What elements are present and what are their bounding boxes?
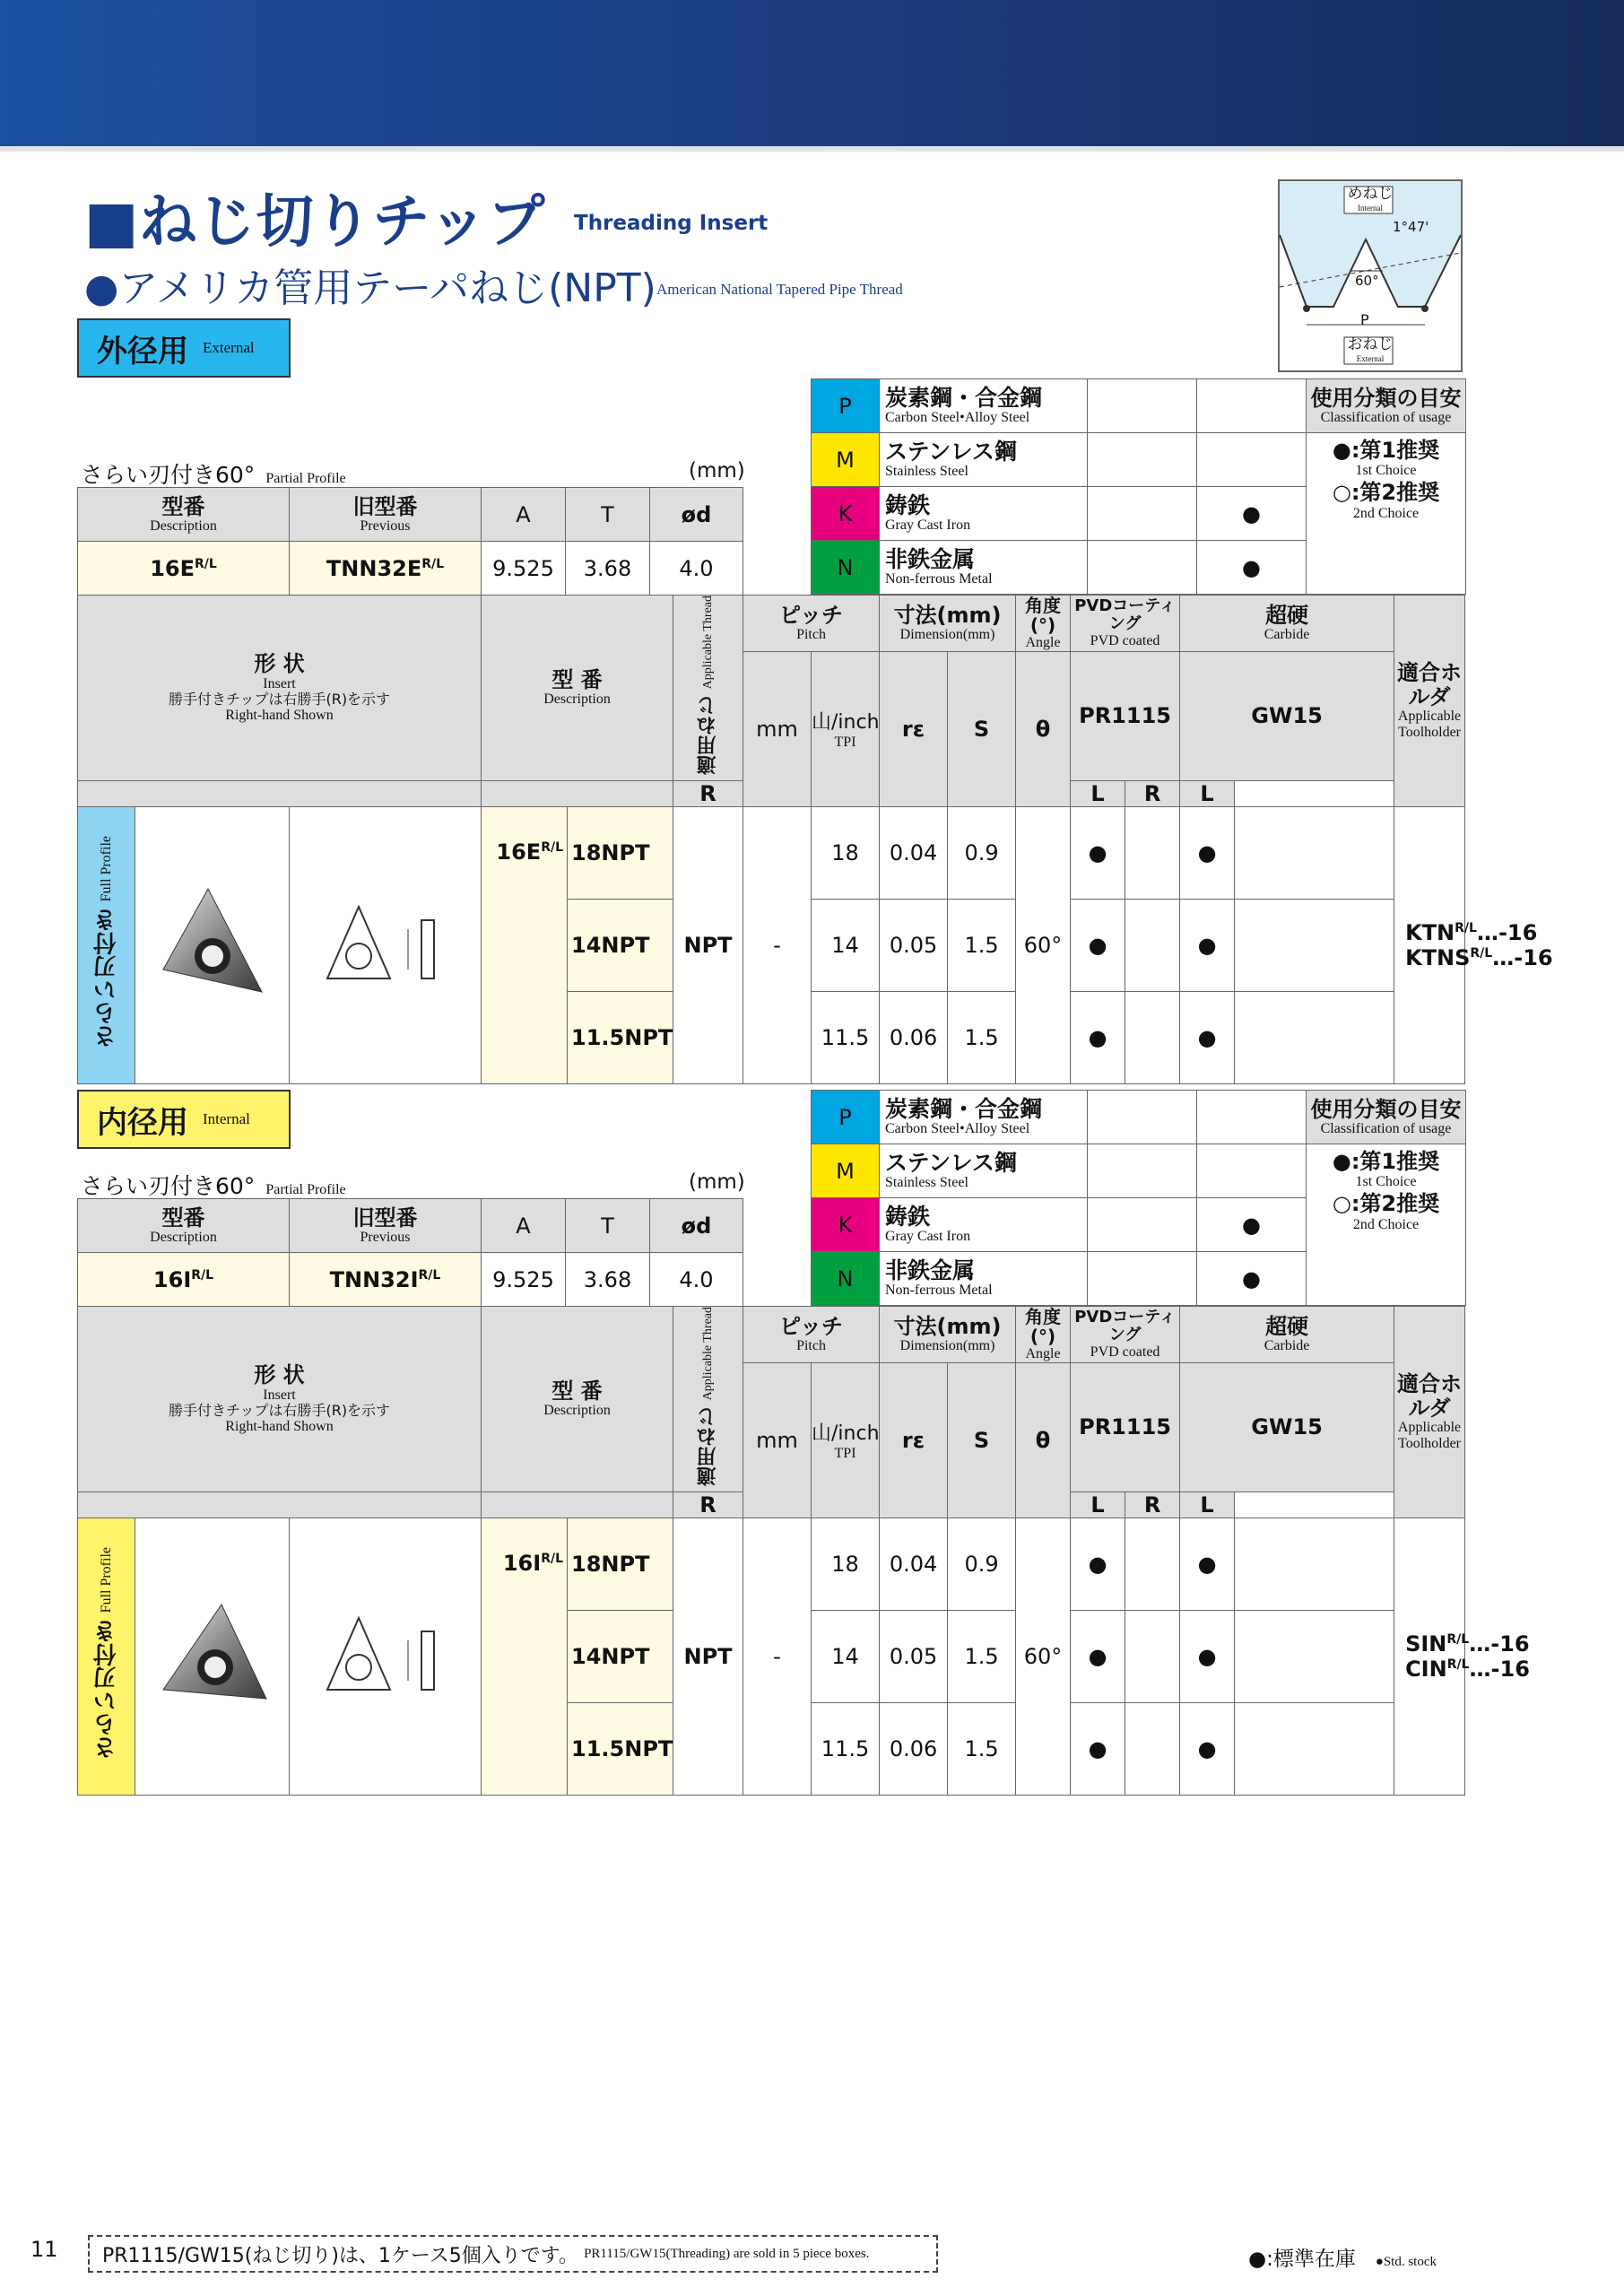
int-material-name-n-en: Non-ferrous Metal <box>885 1282 993 1298</box>
internal-re-14: 0.05 <box>880 1610 948 1702</box>
internal-pitch-mm: - <box>743 1518 812 1795</box>
external-re-18: 0.04 <box>880 806 948 899</box>
internal-model-18npt: 18NPT <box>568 1518 673 1610</box>
internal-thread-label-en: Internal <box>1358 204 1383 213</box>
external-holder-1: KTN <box>1405 919 1455 945</box>
external-unit: (mm) <box>689 459 745 483</box>
internal-desc-cell <box>78 1253 290 1307</box>
int-pitch-title-en: Pitch <box>796 1338 826 1354</box>
external-s-18: 0.9 <box>948 806 1016 899</box>
int-col-od: ød <box>650 1199 743 1253</box>
external-main-table <box>77 595 1553 1084</box>
page-number: 11 <box>30 2237 58 2262</box>
external-prefix-suffix: R/L <box>541 839 564 855</box>
external-profile-side <box>78 806 135 1083</box>
external-car-r-11-5: ● <box>1180 991 1235 1083</box>
external-insert-drawing <box>290 806 482 1083</box>
material-name-n: 非鉄金属 <box>885 545 976 572</box>
internal-holder-2-tail: …-16 <box>1469 1656 1530 1682</box>
thread-profile-diagram <box>1278 179 1463 372</box>
external-section-label <box>77 318 291 378</box>
int-pvd-title: PVDコーティング <box>1074 1308 1176 1344</box>
partial-en: Partial Profile <box>265 471 346 486</box>
int-pitch-tpi-header <box>812 1362 880 1518</box>
carbide-suitability-n: ● <box>1197 541 1307 595</box>
internal-re-18: 0.04 <box>880 1518 948 1610</box>
internal-tpi-18: 18 <box>812 1518 880 1610</box>
tpi-title-en: TPI <box>834 735 856 751</box>
dim-title-en: Dimension(mm) <box>899 627 995 643</box>
pitch-label: P <box>1360 311 1369 328</box>
internal-pvd-r-18: ● <box>1071 1518 1125 1610</box>
external-desc-suffix: R/L <box>194 556 217 571</box>
int-insert-photo-icon <box>145 1582 280 1726</box>
external-label-en: External <box>203 339 255 356</box>
std-stock-en: ●Std. stock <box>1375 2255 1437 2269</box>
external-desc: 16E <box>150 555 195 581</box>
shape-title-en: Insert <box>263 675 296 691</box>
external-od: 4.0 <box>650 542 743 596</box>
int-col-a: A <box>482 1199 566 1253</box>
external-tpi-18: 18 <box>812 806 880 899</box>
int-model-title: 型 番 <box>551 1378 603 1404</box>
model-title: 型 番 <box>551 666 603 692</box>
pvd-l: L <box>1071 780 1125 806</box>
external-label-jp: 外径用 <box>97 333 188 370</box>
external-model-18npt: 18NPT <box>568 806 673 899</box>
col-od: ød <box>650 488 743 542</box>
internal-thread-type: NPT <box>673 1518 743 1795</box>
taper-angle-label: 1°47' <box>1393 219 1429 235</box>
second-choice: ○:第2推奨 <box>1332 480 1440 506</box>
external-prev-suffix: R/L <box>421 556 445 571</box>
external-tpi-11-5: 11.5 <box>812 991 880 1083</box>
external-holder-1-tail: …-16 <box>1476 919 1538 945</box>
external-pvd-r-18: ● <box>1071 806 1125 899</box>
external-holder-2-tail: …-16 <box>1492 944 1553 970</box>
int-insert-drawing-icon <box>296 1582 475 1726</box>
internal-re-11-5: 0.06 <box>880 1702 948 1795</box>
int-carbide-title: 超硬 <box>1265 1313 1309 1339</box>
col-desc-en: Description <box>150 517 217 534</box>
int-carbide-suitability-m <box>1197 1144 1307 1198</box>
footer-note-jp: PR1115/GW15(ねじ切り)は、1ケース5個入りです。 <box>102 2244 579 2267</box>
internal-holder-1: SIN <box>1405 1631 1447 1657</box>
internal-prefix-text: 16I <box>502 1550 542 1576</box>
int-s-header: S <box>948 1362 1016 1518</box>
int-holder-header <box>1394 1307 1465 1518</box>
internal-holder-2-suffix: R/L <box>1446 1657 1470 1672</box>
int-grade-carbide: GW15 <box>1180 1362 1394 1492</box>
internal-prev-cell <box>290 1253 482 1307</box>
internal-model-14npt: 14NPT <box>568 1610 673 1702</box>
theta-header: θ <box>1016 651 1071 806</box>
int-carbide-l: L <box>1180 1492 1235 1518</box>
internal-label-en: Internal <box>203 1110 250 1127</box>
int-material-name-k: 鋳鉄 <box>885 1203 931 1230</box>
int-material-code-n: N <box>812 1252 880 1306</box>
int-carbide-suitability-k: ● <box>1197 1198 1307 1252</box>
internal-s-11-5: 1.5 <box>948 1702 1016 1795</box>
internal-holder-2: CIN <box>1405 1656 1447 1682</box>
int-second-choice-en: 2nd Choice <box>1352 1216 1420 1232</box>
shape-note-en: Right-hand Shown <box>225 707 334 723</box>
header-band <box>0 0 1624 146</box>
int-thread-header <box>673 1307 743 1492</box>
internal-tpi-11-5: 11.5 <box>812 1702 880 1795</box>
carbide-title: 超硬 <box>1265 602 1309 628</box>
external-prev-cell <box>290 542 482 596</box>
material-code-p: P <box>812 379 880 433</box>
int-carbide-r: R <box>1125 1492 1180 1518</box>
external-prev: TNN32E <box>326 555 422 581</box>
internal-holder-1-suffix: R/L <box>1446 1631 1470 1647</box>
int-thread-title: 適用ねじ <box>697 1406 720 1486</box>
insert-drawing-icon <box>296 871 475 1014</box>
s-header: S <box>948 651 1016 806</box>
int-shape-note: 勝手付きチップは右勝手(R)を示す <box>168 1402 391 1420</box>
grade-carbide: GW15 <box>1180 651 1394 780</box>
holder-title: 適合ホルダ <box>1397 660 1463 709</box>
int-material-name-n: 非鉄金属 <box>885 1257 976 1283</box>
internal-insert-photo <box>135 1518 290 1795</box>
carbide-r: R <box>1125 780 1180 806</box>
usage-title-en: Classification of usage <box>1320 409 1452 425</box>
material-name-p: 炭素鋼・合金鋼 <box>885 384 1043 411</box>
internal-od: 4.0 <box>650 1253 743 1307</box>
int-col-prev-en: Previous <box>360 1229 411 1245</box>
material-name-p-en: Carbon Steel•Alloy Steel <box>885 409 1030 425</box>
dim-title: 寸法(mm) <box>893 602 1002 628</box>
internal-car-r-11-5: ● <box>1180 1702 1235 1795</box>
second-choice-en: 2nd Choice <box>1352 505 1420 521</box>
profile-label-en: Full Profile <box>99 836 114 902</box>
internal-prev-suffix: R/L <box>418 1267 441 1283</box>
model-header <box>482 596 673 781</box>
internal-desc-suffix: R/L <box>191 1267 214 1283</box>
profile-label: さらい刃付き <box>93 909 120 1049</box>
internal-holder-1-tail: …-16 <box>1469 1631 1530 1657</box>
internal-holders <box>1394 1518 1530 1795</box>
internal-s-14: 1.5 <box>948 1610 1016 1702</box>
pvd-suitability-m <box>1088 433 1197 487</box>
carbide-l: L <box>1180 780 1235 806</box>
int-holder-title: 適合ホルダ <box>1397 1371 1463 1421</box>
int-thread-title-en: Applicable Thread <box>701 1307 716 1401</box>
int-material-code-k: K <box>812 1198 880 1252</box>
external-partial-profile <box>81 457 346 490</box>
holder-header <box>1394 596 1465 807</box>
int-shape-title-en: Insert <box>263 1387 296 1403</box>
pvd-suitability-k <box>1088 487 1197 541</box>
angle-title-en: Angle <box>1025 635 1061 650</box>
external-thread-label: おねじ <box>1347 335 1394 353</box>
pvd-suitability-p <box>1088 379 1197 433</box>
external-prefix-text: 16E <box>496 839 542 865</box>
external-insert-photo <box>135 806 290 1083</box>
int-material-code-p: P <box>812 1091 880 1144</box>
internal-spec-table <box>77 1198 743 1307</box>
int-pvd-suitability-n <box>1088 1252 1197 1306</box>
internal-car-r-18: ● <box>1180 1518 1235 1610</box>
external-holders <box>1394 806 1553 1083</box>
internal-angle: 60° <box>1016 1518 1071 1795</box>
grade-pvd: PR1115 <box>1071 651 1180 780</box>
int-shape-title: 形 状 <box>254 1362 305 1388</box>
external-angle: 60° <box>1016 806 1071 1083</box>
footer-note <box>88 2235 938 2273</box>
external-desc-cell <box>78 542 290 596</box>
thread-header <box>673 596 743 781</box>
int-grade-pvd: PR1115 <box>1071 1362 1180 1492</box>
material-name-m-en: Stainless Steel <box>885 463 968 479</box>
external-thread-label-en: External <box>1356 354 1385 363</box>
int-pitch-mm: mm <box>743 1362 812 1518</box>
internal-desc: 16I <box>152 1266 192 1292</box>
int-re-header: rε <box>880 1362 948 1518</box>
material-code-n: N <box>812 541 880 595</box>
internal-insert-drawing <box>290 1518 482 1795</box>
carbide-suitability-m <box>1197 433 1307 487</box>
external-re-14: 0.05 <box>880 899 948 991</box>
int-material-name-p-en: Carbon Steel•Alloy Steel <box>885 1120 1030 1136</box>
col-desc: 型番 <box>161 493 205 519</box>
thread-angle-label: 60° <box>1355 273 1379 289</box>
material-name-n-en: Non-ferrous Metal <box>885 570 993 587</box>
int-profile-label-en: Full Profile <box>99 1547 114 1613</box>
thread-title: 適用ねじ <box>697 695 720 775</box>
external-t: 3.68 <box>566 542 650 596</box>
col-prev-en: Previous <box>360 517 411 534</box>
external-holder-2-suffix: R/L <box>1470 945 1493 961</box>
pitch-title-en: Pitch <box>796 627 826 643</box>
external-holder-2: KTNS <box>1405 944 1471 970</box>
int-pvd-suitability-p <box>1088 1091 1197 1144</box>
internal-prefix <box>482 1518 568 1795</box>
int-tpi-title-en: TPI <box>834 1446 856 1462</box>
usage-legend <box>1307 433 1466 595</box>
page-title-en: Threading Insert <box>574 212 769 235</box>
int-pitch-title: ピッチ <box>779 1313 844 1339</box>
pitch-tpi-header <box>812 651 880 806</box>
material-code-m: M <box>812 433 880 487</box>
external-car-r-18: ● <box>1180 806 1235 899</box>
int-angle-title: 角度(°) <box>1025 1306 1062 1347</box>
internal-prefix-suffix: R/L <box>541 1551 564 1566</box>
material-name-m: ステンレス鋼 <box>885 438 1017 465</box>
int-dim-title: 寸法(mm) <box>893 1313 1002 1339</box>
pitch-title: ピッチ <box>779 602 844 628</box>
external-pitch-mm: - <box>743 806 812 1083</box>
internal-t: 3.68 <box>566 1253 650 1307</box>
standard-stock-legend <box>1248 2242 1437 2272</box>
external-re-11-5: 0.06 <box>880 991 948 1083</box>
internal-unit: (mm) <box>689 1170 745 1194</box>
int-first-choice: ●:第1推奨 <box>1332 1149 1440 1174</box>
int-material-name-k-en: Gray Cast Iron <box>885 1228 971 1244</box>
internal-car-r-14: ● <box>1180 1610 1235 1702</box>
internal-profile-side <box>78 1518 135 1795</box>
int-tpi-title: 山/inch <box>812 1422 880 1446</box>
int-usage-title-en: Classification of usage <box>1320 1120 1452 1136</box>
int-holder-title-en: Applicable Toolholder <box>1397 1420 1462 1451</box>
int-col-t: T <box>566 1199 650 1253</box>
int-shape-header <box>78 1307 482 1492</box>
int-profile-label: さらい刃付き <box>93 1620 120 1761</box>
external-holder-1-suffix: R/L <box>1455 920 1477 935</box>
footer-note-en: PR1115/GW15(Threading) are sold in 5 piece boxes. <box>584 2246 870 2261</box>
shape-title: 形 状 <box>254 651 305 677</box>
int-material-name-p: 炭素鋼・合金鋼 <box>885 1095 1043 1122</box>
shape-header <box>78 596 482 781</box>
angle-title: 角度(°) <box>1025 595 1062 636</box>
internal-tpi-14: 14 <box>812 1610 880 1702</box>
int-partial-en: Partial Profile <box>265 1182 346 1197</box>
internal-pvd-r-11-5: ● <box>1071 1702 1125 1795</box>
external-thread-type: NPT <box>673 806 743 1083</box>
carbide-suitability-k: ● <box>1197 487 1307 541</box>
pvd-r: R <box>673 780 743 806</box>
int-shape-note-en: Right-hand Shown <box>225 1418 334 1434</box>
page-subtitle-en: American National Tapered Pipe Thread <box>656 281 903 298</box>
int-material-name-m-en: Stainless Steel <box>885 1174 968 1190</box>
holder-title-en: Applicable Toolholder <box>1397 709 1462 740</box>
external-tpi-14: 14 <box>812 899 880 991</box>
shape-note: 勝手付きチップは右勝手(R)を示す <box>168 691 391 709</box>
int-partial-jp: さらい刃付き60° <box>81 1173 256 1199</box>
int-angle-title-en: Angle <box>1025 1346 1061 1361</box>
external-model-11-5npt: 11.5NPT <box>568 991 673 1083</box>
int-pvd-l: L <box>1071 1492 1125 1518</box>
int-second-choice: ○:第2推奨 <box>1332 1191 1440 1217</box>
usage-title: 使用分類の目安 <box>1310 385 1462 411</box>
int-pvd-suitability-m <box>1088 1144 1197 1198</box>
external-material-table <box>811 378 1466 595</box>
external-pvd-r-11-5: ● <box>1071 991 1125 1083</box>
external-a: 9.525 <box>482 542 566 596</box>
int-theta-header: θ <box>1016 1362 1071 1518</box>
internal-a: 9.525 <box>482 1253 566 1307</box>
col-a: A <box>482 488 566 542</box>
int-pvd-suitability-k <box>1088 1198 1197 1252</box>
internal-pvd-r-14: ● <box>1071 1610 1125 1702</box>
int-pvd-title-en: PVD coated <box>1090 1344 1160 1360</box>
int-carbide-suitability-n: ● <box>1197 1252 1307 1306</box>
model-title-en: Description <box>543 691 611 708</box>
thread-title-en: Applicable Thread <box>701 596 716 690</box>
internal-thread-label: めねじ <box>1347 185 1394 203</box>
external-pvd-r-14: ● <box>1071 899 1125 991</box>
col-t: T <box>566 488 650 542</box>
internal-label-jp: 内径用 <box>97 1104 188 1141</box>
int-model-header <box>482 1307 673 1492</box>
material-code-k: K <box>812 487 880 541</box>
first-choice-en: 1st Choice <box>1355 463 1417 479</box>
internal-material-table <box>811 1090 1466 1306</box>
page-subtitle: ●アメリカ管用テーパねじ(NPT) <box>84 265 656 311</box>
std-stock-jp: ●:標準在庫 <box>1248 2248 1356 2271</box>
int-col-desc-en: Description <box>150 1229 217 1245</box>
material-name-k-en: Gray Cast Iron <box>885 517 971 533</box>
int-material-code-m: M <box>812 1144 880 1198</box>
external-s-14: 1.5 <box>948 899 1016 991</box>
internal-prev: TNN32I <box>329 1266 419 1292</box>
pvd-title-en: PVD coated <box>1090 632 1160 648</box>
int-model-title-en: Description <box>543 1403 611 1419</box>
internal-s-18: 0.9 <box>948 1518 1016 1610</box>
carbide-title-en: Carbide <box>1264 627 1310 643</box>
int-usage-legend <box>1307 1144 1466 1306</box>
int-pvd-r: R <box>673 1492 743 1518</box>
int-col-desc: 型番 <box>161 1205 205 1231</box>
int-usage-title: 使用分類の目安 <box>1310 1096 1462 1122</box>
int-carbide-title-en: Carbide <box>1264 1338 1310 1354</box>
internal-main-table <box>77 1306 1530 1796</box>
external-s-11-5: 1.5 <box>948 991 1016 1083</box>
partial-jp: さらい刃付き60° <box>81 462 256 488</box>
insert-photo-icon <box>145 871 280 1014</box>
int-first-choice-en: 1st Choice <box>1355 1174 1417 1190</box>
int-material-name-m: ステンレス鋼 <box>885 1149 1017 1176</box>
re-header: rε <box>880 651 948 806</box>
internal-model-11-5npt: 11.5NPT <box>568 1702 673 1795</box>
internal-section-label <box>77 1090 291 1149</box>
external-prefix <box>482 806 568 1083</box>
tpi-title: 山/inch <box>812 711 880 735</box>
page-title: ■ねじ切りチップ <box>84 189 546 256</box>
material-name-k: 鋳鉄 <box>885 491 931 518</box>
int-carbide-suitability-p <box>1197 1091 1307 1144</box>
external-model-14npt: 14NPT <box>568 899 673 991</box>
int-col-prev: 旧型番 <box>352 1205 418 1231</box>
external-car-r-14: ● <box>1180 899 1235 991</box>
pvd-title: PVDコーティング <box>1074 596 1176 633</box>
col-prev: 旧型番 <box>352 493 418 519</box>
carbide-suitability-p <box>1197 379 1307 433</box>
int-dim-title-en: Dimension(mm) <box>899 1338 995 1354</box>
external-spec-table <box>77 487 743 596</box>
internal-partial-profile <box>81 1169 346 1201</box>
pitch-mm: mm <box>743 651 812 806</box>
pvd-suitability-n <box>1088 541 1197 595</box>
first-choice: ●:第1推奨 <box>1332 438 1440 463</box>
